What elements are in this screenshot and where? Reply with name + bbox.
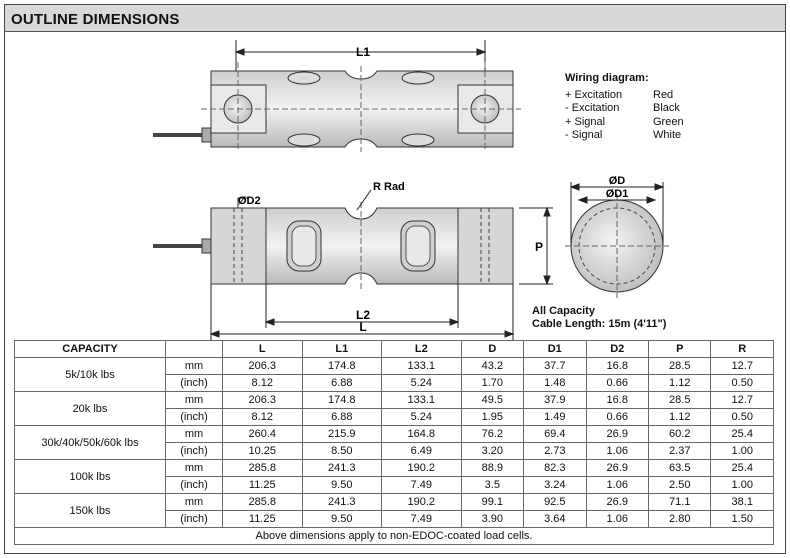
value-cell: 5.24	[382, 409, 462, 426]
value-cell: 26.9	[586, 494, 648, 511]
label-d1: ØD1	[605, 188, 629, 200]
wiring-row: - Signal White	[565, 129, 682, 141]
wiring-title: Wiring diagram:	[565, 72, 649, 84]
unit-cell: mm	[166, 358, 223, 375]
table-footnote: Above dimensions apply to non-EDOC-coated load cells.	[15, 528, 774, 545]
value-cell: 3.90	[461, 511, 523, 528]
unit-cell: (inch)	[166, 409, 223, 426]
capacity-cell: 20k lbs	[15, 392, 166, 426]
value-cell: 26.9	[586, 426, 648, 443]
unit-cell: (inch)	[166, 375, 223, 392]
table-row	[15, 392, 774, 409]
value-cell: 1.00	[711, 477, 774, 494]
value-cell: 8.12	[223, 375, 303, 392]
value-cell: 25.4	[711, 426, 774, 443]
end-view	[565, 194, 669, 298]
unit-cell: mm	[166, 460, 223, 477]
value-cell: 10.25	[223, 443, 303, 460]
label-d2: ØD2	[238, 195, 261, 207]
wiring-diagram	[565, 72, 684, 143]
top-view	[153, 62, 521, 152]
value-cell: 16.8	[586, 358, 648, 375]
value-cell: 7.49	[382, 477, 462, 494]
value-cell: 11.25	[223, 477, 303, 494]
value-cell: 28.5	[649, 358, 711, 375]
value-cell: 6.49	[382, 443, 462, 460]
value-cell: 37.7	[524, 358, 586, 375]
value-cell: 38.1	[711, 494, 774, 511]
value-cell: 285.8	[223, 460, 303, 477]
unit-cell: mm	[166, 392, 223, 409]
section-title: OUTLINE DIMENSIONS	[11, 11, 180, 28]
value-cell: 133.1	[382, 392, 462, 409]
value-cell: 6.88	[302, 375, 382, 392]
value-cell: 63.5	[649, 460, 711, 477]
value-cell: 241.3	[302, 494, 382, 511]
value-cell: 1.06	[586, 511, 648, 528]
header-d: D	[461, 341, 523, 358]
header-l2: L2	[382, 341, 462, 358]
value-cell: 1.95	[461, 409, 523, 426]
value-cell: 3.24	[524, 477, 586, 494]
value-cell: 1.48	[524, 375, 586, 392]
technical-drawing	[5, 32, 785, 344]
header-d2: D2	[586, 341, 648, 358]
value-cell: 99.1	[461, 494, 523, 511]
value-cell: 43.2	[461, 358, 523, 375]
unit-cell: (inch)	[166, 477, 223, 494]
value-cell: 1.12	[649, 375, 711, 392]
value-cell: 9.50	[302, 477, 382, 494]
table-row	[15, 460, 774, 477]
value-cell: 190.2	[382, 494, 462, 511]
value-cell: 26.9	[586, 460, 648, 477]
value-cell: 2.80	[649, 511, 711, 528]
unit-cell: (inch)	[166, 511, 223, 528]
value-cell: 1.70	[461, 375, 523, 392]
capacity-cell: 150k lbs	[15, 494, 166, 528]
value-cell: 285.8	[223, 494, 303, 511]
label-l1: L1	[355, 45, 371, 59]
value-cell: 60.2	[649, 426, 711, 443]
label-p: P	[534, 240, 544, 254]
header-p: P	[649, 341, 711, 358]
value-cell: 25.4	[711, 460, 774, 477]
wiring-row: - Excitation Black	[565, 102, 680, 114]
value-cell: 71.1	[649, 494, 711, 511]
capacity-cell: 5k/10k lbs	[15, 358, 166, 392]
capacity-cell: 30k/40k/50k/60k lbs	[15, 426, 166, 460]
value-cell: 0.50	[711, 375, 774, 392]
header-r: R	[711, 341, 774, 358]
value-cell: 8.50	[302, 443, 382, 460]
value-cell: 9.50	[302, 511, 382, 528]
value-cell: 1.00	[711, 443, 774, 460]
value-cell: 1.49	[524, 409, 586, 426]
table-footnote-row	[15, 528, 774, 545]
value-cell: 92.5	[524, 494, 586, 511]
value-cell: 76.2	[461, 426, 523, 443]
value-cell: 0.50	[711, 409, 774, 426]
dimensions-table	[14, 340, 774, 545]
table-row	[15, 494, 774, 511]
value-cell: 133.1	[382, 358, 462, 375]
value-cell: 3.5	[461, 477, 523, 494]
unit-cell: mm	[166, 494, 223, 511]
wiring-row: + Signal Green	[565, 115, 684, 128]
header-capacity: CAPACITY	[15, 341, 166, 358]
value-cell: 1.06	[586, 477, 648, 494]
value-cell: 190.2	[382, 460, 462, 477]
value-cell: 69.4	[524, 426, 586, 443]
value-cell: 28.5	[649, 392, 711, 409]
value-cell: 12.7	[711, 392, 774, 409]
value-cell: 241.3	[302, 460, 382, 477]
value-cell: 0.66	[586, 375, 648, 392]
label-r-rad: R Rad	[373, 181, 405, 193]
value-cell: 11.25	[223, 511, 303, 528]
label-d: ØD	[608, 175, 626, 187]
value-cell: 82.3	[524, 460, 586, 477]
value-cell: 16.8	[586, 392, 648, 409]
value-cell: 164.8	[382, 426, 462, 443]
label-l: L	[359, 320, 367, 334]
header-d1: D1	[524, 341, 586, 358]
value-cell: 260.4	[223, 426, 303, 443]
value-cell: 174.8	[302, 358, 382, 375]
value-cell: 206.3	[223, 358, 303, 375]
capacity-note-line: All Capacity	[532, 305, 595, 317]
value-cell: 3.20	[461, 443, 523, 460]
value-cell: 88.9	[461, 460, 523, 477]
cable-length-note: Cable Length: 15m (4'11")	[532, 318, 667, 330]
capacity-note	[532, 305, 666, 331]
value-cell: 6.88	[302, 409, 382, 426]
unit-cell: mm	[166, 426, 223, 443]
value-cell: 206.3	[223, 392, 303, 409]
value-cell: 37.9	[524, 392, 586, 409]
capacity-cell: 100k lbs	[15, 460, 166, 494]
value-cell: 5.24	[382, 375, 462, 392]
leader-r-rad	[357, 190, 371, 210]
unit-cell: (inch)	[166, 443, 223, 460]
section-header	[5, 5, 785, 32]
table-row	[15, 426, 774, 443]
value-cell: 8.12	[223, 409, 303, 426]
value-cell: 12.7	[711, 358, 774, 375]
value-cell: 1.06	[586, 443, 648, 460]
value-cell: 215.9	[302, 426, 382, 443]
value-cell: 174.8	[302, 392, 382, 409]
value-cell: 3.64	[524, 511, 586, 528]
value-cell: 2.37	[649, 443, 711, 460]
value-cell: 2.73	[524, 443, 586, 460]
header-l: L	[223, 341, 303, 358]
header-unit	[166, 341, 223, 358]
side-view	[153, 202, 513, 290]
value-cell: 7.49	[382, 511, 462, 528]
table-row	[15, 358, 774, 375]
label-l2: L2	[355, 308, 371, 322]
wiring-row: + Excitation Red	[565, 88, 674, 101]
value-cell: 1.50	[711, 511, 774, 528]
value-cell: 1.12	[649, 409, 711, 426]
header-l1: L1	[302, 341, 382, 358]
value-cell: 2.50	[649, 477, 711, 494]
value-cell: 49.5	[461, 392, 523, 409]
value-cell: 0.66	[586, 409, 648, 426]
table-header-row	[15, 341, 774, 358]
